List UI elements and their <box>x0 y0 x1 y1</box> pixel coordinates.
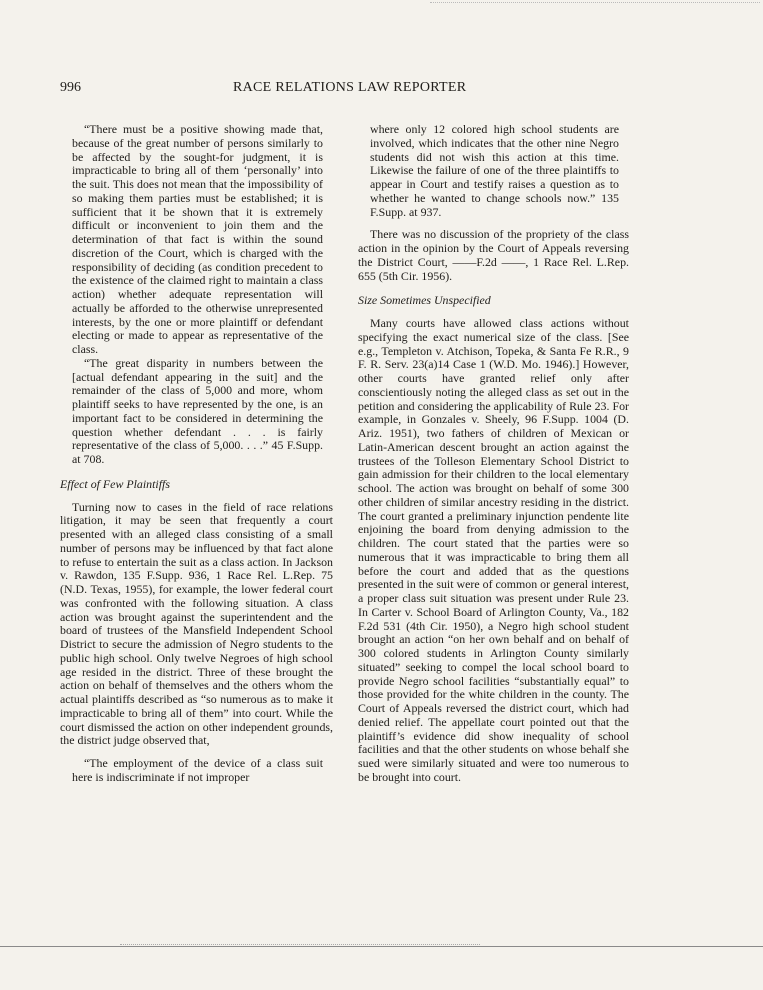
section-heading-effect-of-few-plaintiffs: Effect of Few Plaintiffs <box>60 476 170 491</box>
right-quote-continuation: where only 12 colored high school students are involved, which indicates that the other nine Negro students did not wish this action at this time. Likewise the failure of one of the three plaintiffs to appear in Court and testify raises a question as to whether he wanted to change schools now.” 135 F.Supp. at 937. <box>370 122 619 219</box>
right-column <box>358 123 629 785</box>
page-header <box>0 74 763 98</box>
bottom-dotted-rule <box>120 944 480 945</box>
left-body-paragraph: Turning now to cases in the field of race relations litigation, it may be seen that frequently a court presented with an alleged class consisting of a small number of persons may be influenced by that fact alone to refuse to entertain the suit as a class action. In Jackson v. Rawdon, 135 F.Supp. 936, 1 Race Rel. L.Rep. 75 (N.D. Texas, 1955), for example, the lower federal court was confronted with the following situation. A class action was brought against the superintendent and the board of trustees of the Mansfield Independent School District to secure the admission of Negro students to the public high school. Only twelve Negroes of high school age resided in the district. Three of these brought the action on behalf of themselves and the others whom the actual plaintiffs described as “so numerous as to make it impracticable to bring all of them” into court. While the court dismissed the action on other independent grounds, the district judge observed that, <box>60 499 333 748</box>
bottom-rule <box>0 946 763 947</box>
left-column <box>60 123 333 785</box>
top-dotted-rule <box>430 2 760 3</box>
page-number: 996 <box>60 80 81 95</box>
left-quote-paragraph-2: “The great disparity in numbers between the [actual defendant appearing in the suit] and the remainder of the class of 5,000 and more, whom plaintiff seeks to have represented by the one, is an important fact to be considered in determining the question whether defendant . . . is fairly representative of the class of 5,000. . . .” 45 F.Supp. at 708. <box>72 355 323 466</box>
right-body-paragraph-2: Many courts have allowed class actions without specifying the exact numerical size of the class. [See e.g., Templeton v. Atchison, Topeka, & Santa Fe R.R., 9 F. R. Serv. 23(a)14 Case 1 (W.D. Mo. 1946).] However, other courts have granted relief only after conscientiously noting the alleged class as set out in the petition and considering the applicability of Rule 23. For example, in Gonzales v. Sheely, 96 F.Supp. 1004 (D. Ariz. 1951), two fathers of children of Mexican or Latin-American descent brought an action against the trustees of the Tolleson Elementary School District to gain admission for their children to the local elementary school. The action was brought on behalf of some 300 other children of similar ancestry residing in the district. The court granted a preliminary injunction pendente lite enjoining the board from denying admission to the children. The court stated that the parties were so numerous that it was impracticable to bring them all before the court and added that as the questions presented in the suit were of common or general interest, a proper class suit situation was present under Rule 23. In Carter v. School Board of Arlington County, Va., 182 F.2d 531 (4th Cir. 1950), a Negro high school student brought an action “on her own behalf and on behalf of 300 colored students in Arlington County similarly situated” seeking to compel the local school board to provide Negro school facilities “substantially equal” to those provided for the white children in the county. The Court of Appeals reversed the district court, which had denied relief. The appellate court pointed out that the plaintiff’s evidence did show inequality of school facilities and that the other students on whose behalf she sued were similarly situated and were too numerous to be brought into court. <box>358 316 629 784</box>
running-head: RACE RELATIONS LAW REPORTER <box>233 80 467 95</box>
left-quote-paragraph-3: “The employment of the device of a class suit here is indiscriminate if not improper <box>72 756 323 784</box>
left-quote-paragraph-1: “There must be a positive showing made that, because of the great number of persons similarly to be affected by the sought-for judgment, it is impracticable to bring all of them ‘personally’ into the suit. This does not mean that the impossibility of so making them parties must be established; it is sufficient that it be shown that it is extremely difficult or inconvenient to join them and the determination of that fact is within the sound discretion of the Court, which is charged with the responsibility of deciding (as condition precedent to the existence of the claimed right to maintain a class action) whether adequate representation will actually be afforded to the otherwise unrepresented interests, by the one or more plaintiff or defendant electing or made to appear as representative of the class. <box>72 122 323 356</box>
right-body-paragraph-1: There was no discussion of the propriety of the class action in the opinion by the Court of Appeals reversing the District Court, ——F.2d ——, 1 Race Rel. L.Rep. 655 (5th Cir. 1956). <box>358 227 629 283</box>
section-heading-size-sometimes-unspecified: Size Sometimes Unspecified <box>358 293 491 308</box>
